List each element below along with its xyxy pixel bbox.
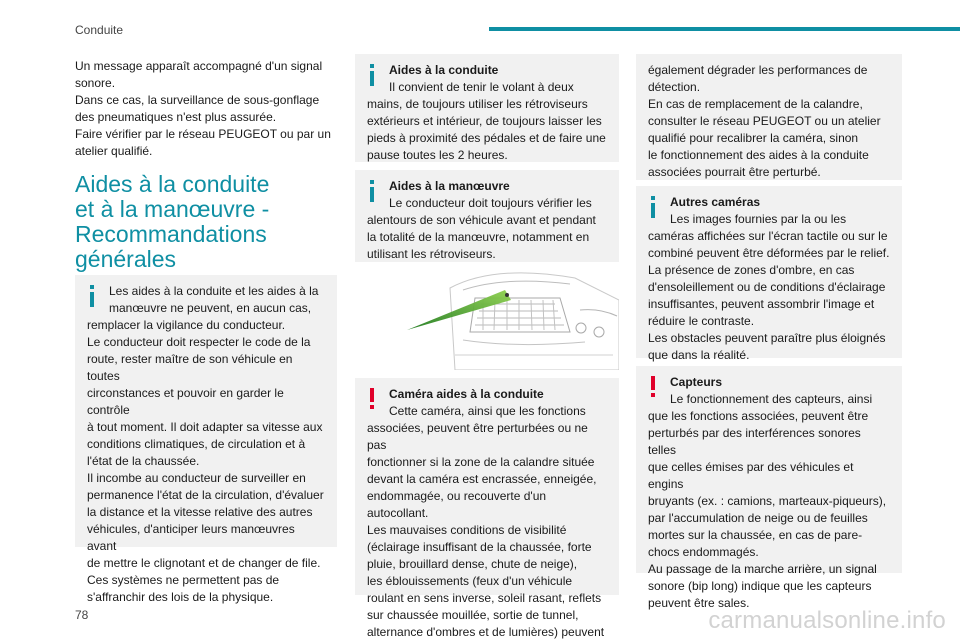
car-front-drawing xyxy=(355,270,619,370)
warning-icon xyxy=(367,388,377,410)
page-number: 78 xyxy=(75,608,89,622)
car-front-camera-illustration xyxy=(355,270,619,370)
box-body: remplacer la vigilance du conducteur. Le conducteur doit respecter le code de la route, rester maître de son véhicule en toutes circonstances et pouvoir en garder le contrôle à tout moment. Il doit adapter sa vitesse aux conditions climatiques, de circulation et à l'état de la chaussée. Il incombe au conducteur de surveiller en permanence l'état de la circulation, d'évaluer la distance et la vitesse relative des autres véhicules, d'anticiper leurs manœuvres avant de mettre le clignotant et de changer de file. Ces systèmes ne permettent pas de s'affranchir des lois de la physique. xyxy=(87,318,324,604)
section-title: Aides à la conduite et à la manœuvre - Recommandations générales xyxy=(75,171,270,272)
header-title: Conduite xyxy=(75,23,124,37)
info-icon xyxy=(87,285,97,307)
header-accent-bar xyxy=(489,27,960,31)
box-lead: Les aides à la conduite et les aides à la manœuvre ne peuvent, en aucun cas, xyxy=(109,284,319,315)
intro-text: Un message apparaît accompagné d'un signal sonore. Dans ce cas, la surveillance de sous-gonflage des pneumatiques n'est plus assurée. Faire vérifier par le réseau PEUGEOT ou par un atelier qualifié. xyxy=(75,59,331,158)
box-body: caméras affichées sur l'écran tactile ou sur le combiné peuvent être déformées par le relief. La présence de zones d'ombre, en cas d'ensoleillement ou de conditions d'éclairage insuffisantes, peuvent assombrir l'image et réduire le contraste. Les obstacles peuvent paraître plus éloignés que dans la réalité. xyxy=(648,229,890,362)
info-box-general xyxy=(75,275,337,604)
camera-continued-box xyxy=(636,54,902,180)
info-icon xyxy=(367,64,377,86)
warning-box-camera xyxy=(355,378,619,639)
box-body: que les fonctions associées, peuvent être perturbés par des interférences sonores telles que celles émises par des véhicules et engins bruyants (ex. : camions, marteaux-piqueurs), par l'accumulation de neige ou de feuilles mortes sur la chaussée, en cas de pare- chocs endommagés. Au passage de la marche arrière, un signal sonore (bip long) indique que les capteurs peuvent être sales. xyxy=(648,409,887,610)
info-box-other-cameras xyxy=(636,186,902,362)
box-lead: Le fonctionnement des capteurs, ainsi xyxy=(670,392,873,406)
info-box-maneuvering-aids xyxy=(355,170,619,262)
info-icon xyxy=(367,180,377,202)
box-heading: Autres caméras xyxy=(670,195,761,209)
warning-icon xyxy=(648,376,658,398)
box-body: alentours de son véhicule avant et pendant la totalité de la manœuvre, notamment en utilisant les rétroviseurs. xyxy=(367,213,596,261)
box-lead: Le conducteur doit toujours vérifier les xyxy=(389,196,592,210)
box-body: mains, de toujours utiliser les rétroviseurs extérieurs et intérieur, de toujours laisser les pieds à proximité des pédales et de faire une pause toutes les 2 heures. xyxy=(367,97,606,162)
info-icon xyxy=(648,196,658,218)
box-heading: Capteurs xyxy=(670,375,723,389)
box-heading: Aides à la manœuvre xyxy=(389,179,510,193)
box-body: associées, peuvent être perturbées ou ne pas fonctionner si la zone de la calandre située devant la caméra est encrassée, enneigée, endommagée, ou recouverte d'un autocollant. Les mauvaises conditions de visibilité (éclairage insuffisant de la chaussée, forte pluie, brouillard dense, chute de neige), les éblouissements (feux d'un véhicule roulant en sens inverse, soleil rasant, reflets sur chaussée mouillée, sortie de tunnel, alternance d'ombres et de lumières) peuvent xyxy=(367,421,605,639)
warning-box-sensors xyxy=(636,366,902,610)
box-lead: Cette caméra, ainsi que les fonctions xyxy=(389,404,586,418)
watermark: carmanualsonline.info xyxy=(708,607,946,634)
info-box-driving-aids xyxy=(355,54,619,162)
box-body: également dégrader les performances de détection. En cas de remplacement de la calandre, consulter le réseau PEUGEOT ou un atelier qualifié pour recalibrer la caméra, sinon le fonctionnement des aides à la conduite associées pourrait être perturbé. xyxy=(648,63,881,179)
box-heading: Aides à la conduite xyxy=(389,63,499,77)
intro-paragraph xyxy=(75,58,340,160)
box-lead: Il convient de tenir le volant à deux xyxy=(389,80,574,94)
box-heading: Caméra aides à la conduite xyxy=(389,387,544,401)
box-lead: Les images fournies par la ou les xyxy=(670,212,847,226)
